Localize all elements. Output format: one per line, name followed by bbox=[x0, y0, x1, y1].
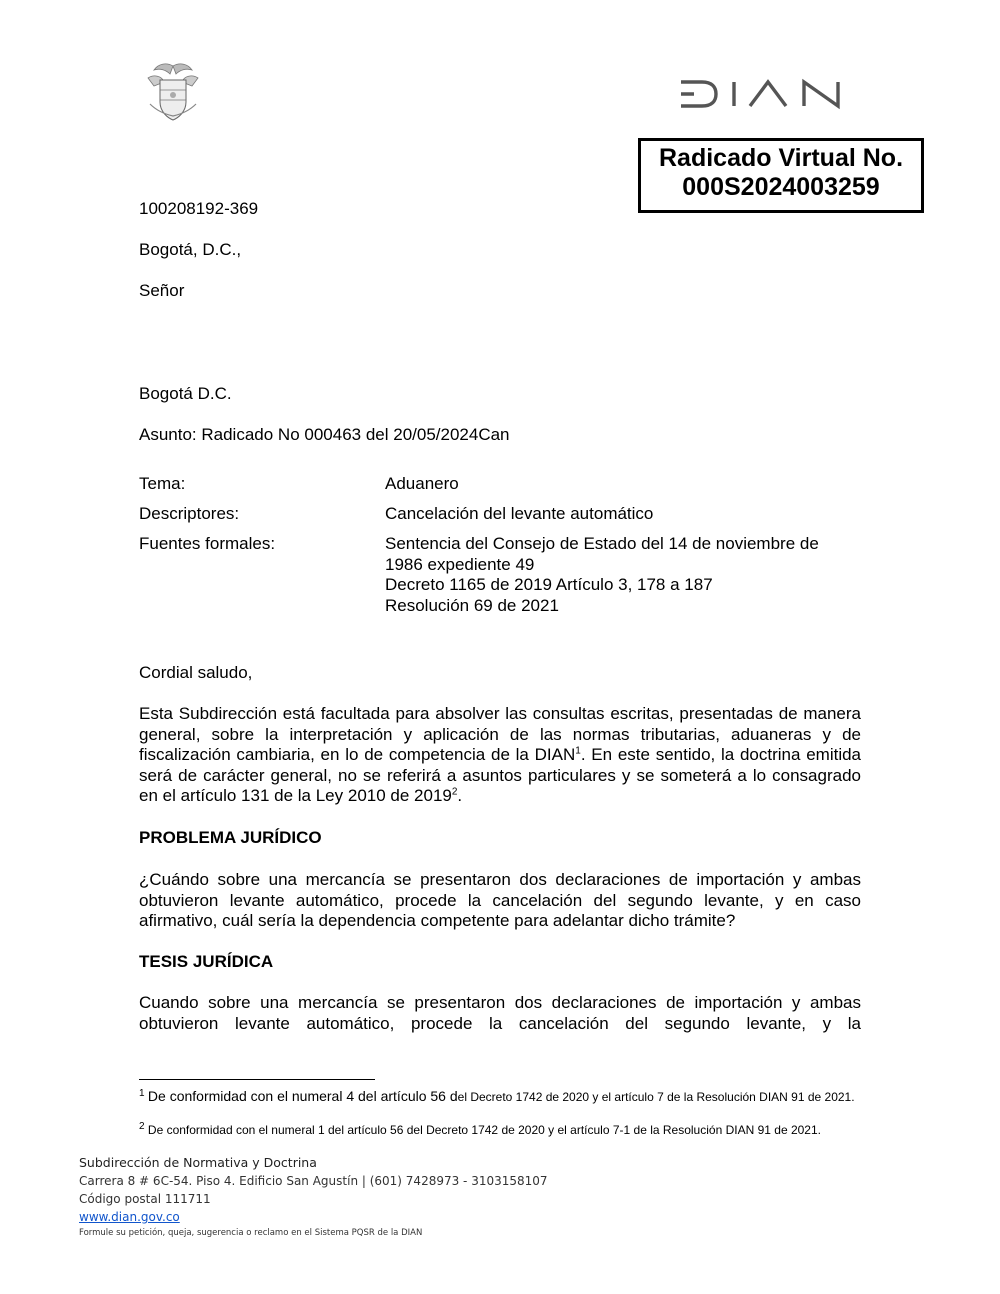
footnote-text: el Decreto 1742 de 2020 y el artículo 7 de la Resolución DIAN 91 de 2021. bbox=[457, 1090, 855, 1104]
coat-of-arms-logo bbox=[140, 60, 206, 126]
tema-label: Tema: bbox=[139, 474, 186, 493]
fuentes-line: Sentencia del Consejo de Estado del 14 de noviembre de bbox=[385, 534, 819, 553]
problema-heading: PROBLEMA JURÍDICO bbox=[139, 828, 322, 847]
fuentes-value bbox=[385, 534, 865, 616]
descriptores-label: Descriptores: bbox=[139, 504, 240, 523]
tesis-paragraph bbox=[139, 993, 861, 1034]
tesis-full-text bbox=[139, 1034, 140, 1035]
intro-text: Esta Subdirección está facultada para absolver las consultas escritas, presentadas de manera general, sobre la interpretación y aplicación de las normas tributarias, aduaneras y de fiscalización cambiaria, en lo de competencia de la DIAN bbox=[139, 704, 861, 764]
intro-paragraph bbox=[139, 704, 861, 807]
footnote-ref-2[interactable]: 2 bbox=[451, 786, 458, 798]
fuentes-line: Resolución 69 de 2021 bbox=[385, 595, 559, 615]
fuentes-label: Fuentes formales: bbox=[139, 534, 276, 553]
footnote-text: De conformidad con el numeral 1 del artículo 56 del Decreto 1742 de 2020 y el artículo 7-1 de la Resolución DIAN 91 de 2021. bbox=[147, 1123, 821, 1137]
footer-website-link[interactable]: www.dian.gov.co bbox=[79, 1210, 180, 1224]
reference-number: 100208192-369 bbox=[139, 199, 259, 218]
footnote-2 bbox=[139, 1121, 861, 1138]
city-date: Bogotá, D.C., bbox=[139, 240, 242, 259]
tema-value: Aduanero bbox=[385, 474, 459, 493]
tesis-line: obtuvieron levante automático, procede la cancelación del segundo levante, y la bbox=[139, 1013, 861, 1033]
footer-office: Subdirección de Normativa y Doctrina bbox=[79, 1155, 317, 1170]
radicado-box bbox=[638, 138, 924, 213]
footer-address: Carrera 8 # 6C-54. Piso 4. Edificio San Agustín | (601) 7428973 - 3103158107 bbox=[79, 1174, 548, 1188]
intro-text: . bbox=[457, 786, 463, 805]
fuentes-line: Decreto 1165 de 2019 Artículo 3, 178 a 187 bbox=[385, 575, 713, 594]
footnote-divider bbox=[139, 1079, 375, 1080]
tesis-line: Cuando sobre una mercancía se presentaron dos declaraciones de importación y ambas bbox=[139, 993, 861, 1012]
subject-line: Asunto: Radicado No 000463 del 20/05/2024Can bbox=[139, 425, 510, 444]
footer-pqsr: Formule su petición, queja, sugerencia o reclamo en el Sistema PQSR de la DIAN bbox=[79, 1228, 423, 1238]
recipient-city: Bogotá D.C. bbox=[139, 384, 232, 403]
footnote-text: De conformidad con el numeral 4 del artículo 56 d bbox=[147, 1088, 458, 1104]
footnote-ref-1[interactable]: 1 bbox=[575, 745, 581, 757]
footnote-number: 2 bbox=[139, 1121, 145, 1132]
descriptores-value: Cancelación del levante automático bbox=[385, 504, 654, 523]
footer-postal: Código postal 111711 bbox=[79, 1192, 211, 1206]
problema-paragraph: ¿Cuándo sobre una mercancía se presentaron dos declaraciones de importación y ambas obtuvieron levante automático, procede la cancelación del segundo levante, y en caso afirmativo, cuál sería la dependencia competente para adelantar dicho trámite? bbox=[139, 870, 861, 930]
footnote-1 bbox=[139, 1090, 861, 1105]
dian-logo bbox=[678, 78, 860, 110]
intro-text: . En este sentido, la doctrina emitida será de carácter general, no se referirá a asuntos particulares y se someterá a lo consagrado en el artículo 131 de la Ley 2010 de 2019 bbox=[139, 745, 862, 805]
greeting: Cordial saludo, bbox=[139, 663, 253, 682]
footnote-number: 1 bbox=[139, 1088, 145, 1099]
dian-logo-text bbox=[860, 78, 861, 79]
radicado-number: 000S2024003259 bbox=[682, 173, 880, 201]
radicado-title: Radicado Virtual No. bbox=[658, 144, 904, 172]
recipient-salutation: Señor bbox=[139, 281, 185, 300]
tesis-heading: TESIS JURÍDICA bbox=[139, 952, 274, 971]
fuentes-line: 1986 expediente 49 bbox=[385, 554, 535, 574]
